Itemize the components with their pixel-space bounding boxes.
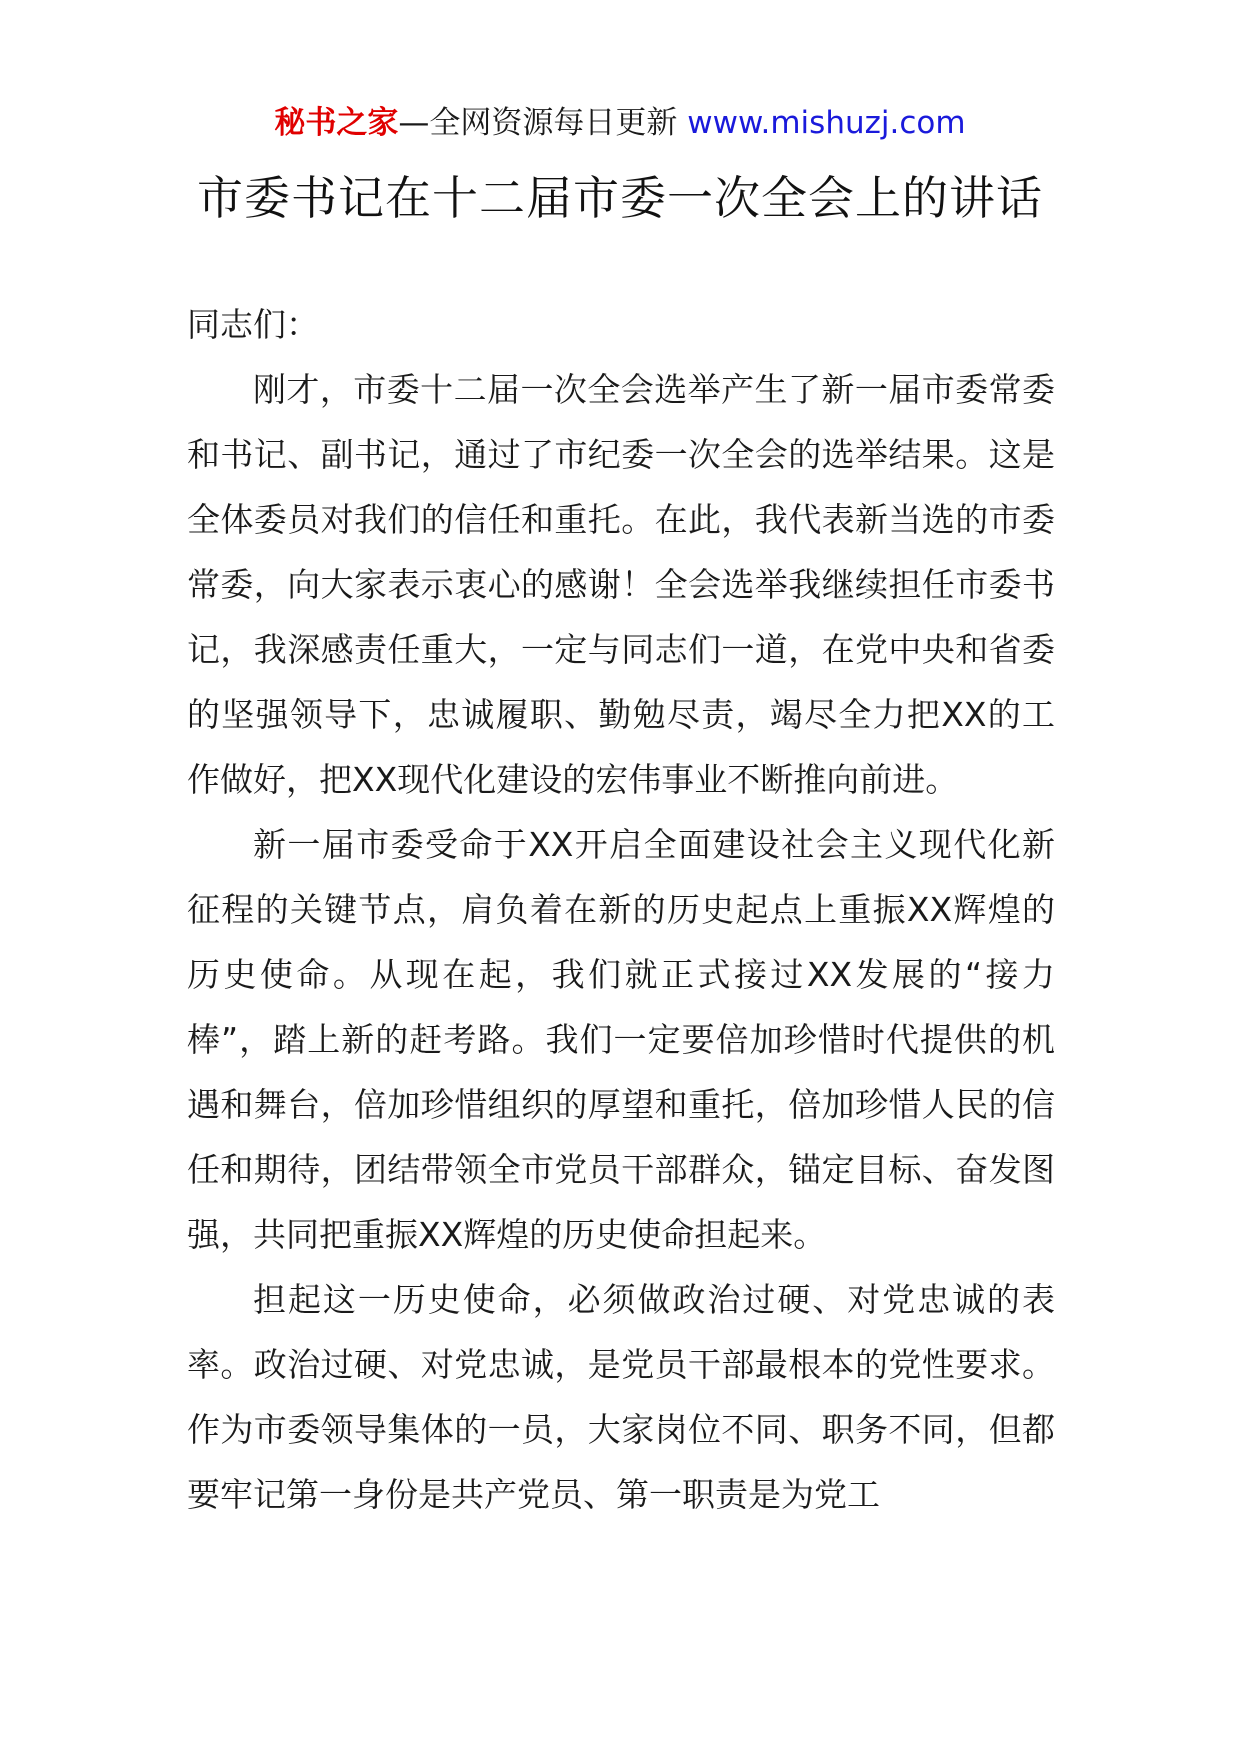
site-brand: 秘书之家 bbox=[274, 105, 399, 141]
site-url-link[interactable]: www.mishuzj.com bbox=[687, 105, 966, 141]
document-title: 市委书记在十二届市委一次全会上的讲话 bbox=[197, 171, 1043, 225]
site-slogan: —全网资源每日更新 bbox=[398, 105, 678, 141]
paragraph: 新一届市委受命于XX开启全面建设社会主义现代化新征程的关键节点，肩负着在新的历史起点上重振XX辉煌的历史使命。从现在起，我们就正式接过XX发展的“接力棒”，踏上新的赶考路。我们一定要倍加珍惜时代提供的机遇和舞台，倍加珍惜组织的厚望和重托，倍加珍惜人民的信任和期待，团结带领全市党员干部群众，锚定目标、奋发图强，共同把重振XX辉煌的历史使命担起来。 bbox=[187, 825, 1055, 1254]
salutation: 同志们： bbox=[187, 305, 319, 344]
paragraph: 刚才，市委十二届一次全会选举产生了新一届市委常委和书记、副书记，通过了市纪委一次全会的选举结果。这是全体委员对我们的信任和重托。在此，我代表新当选的市委常委，向大家表示衷心的感谢！全会选举我继续担任市委书记，我深感责任重大，一定与同志们一道，在党中央和省委的坚强领导下，忠诚履职、勤勉尽责，竭尽全力把XX的工作做好，把XX现代化建设的宏伟事业不断推向前进。 bbox=[187, 370, 1055, 799]
paragraph: 担起这一历史使命，必须做政治过硬、对党忠诚的表率。政治过硬、对党忠诚，是党员干部最根本的党性要求。作为市委领导集体的一员，大家岗位不同、职务不同，但都要牢记第一身份是共产党员、第一职责是为党工 bbox=[187, 1280, 1055, 1514]
site-header bbox=[0, 103, 1240, 143]
document-body bbox=[187, 292, 1055, 1527]
